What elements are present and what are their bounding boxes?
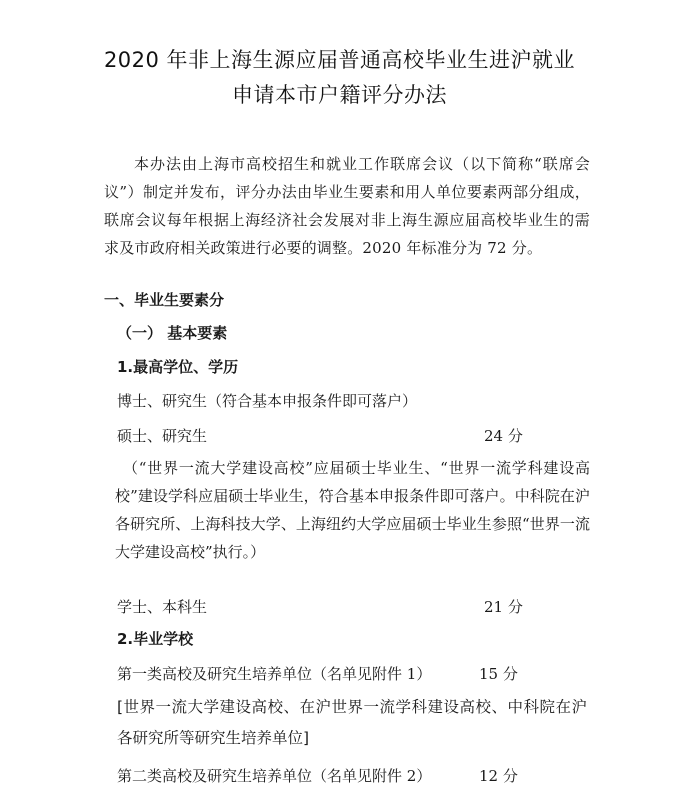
class2-label: 第二类高校及研究生培养单位（名单见附件 2） (117, 767, 432, 785)
item-heading-school: 2.毕业学校 (117, 630, 194, 648)
subsection-heading-basic-factors: （一） 基本要素 (117, 324, 228, 342)
document-title-line-2: 申请本市户籍评分办法 (232, 83, 447, 107)
bachelor-label: 学士、本科生 (117, 598, 208, 616)
section-heading-graduate-factors: 一、毕业生要素分 (104, 291, 225, 309)
document-title-line-1: 2020 年非上海生源应届普通高校毕业生进沪就业 (103, 48, 576, 72)
class1-note: [世界一流大学建设高校、在沪世界一流学科建设高校、中科院在沪各研究所等研究生培养单位] (117, 698, 587, 747)
intro-paragraph: 本办法由上海市高校招生和就业工作联席会议（以下简称“联席会议”）制定并发布，评分办法由毕业生要素和用人单位要素两部分组成，联席会议每年根据上海经济社会发展对非上海生源应届高校毕业生的需求及市政府相关政策进行必要的调整。2020 年标准分为 72 分。 (104, 155, 590, 257)
doctor-line: 博士、研究生（符合基本申报条件即可落户） (117, 392, 418, 410)
class2-score: 12 分 (479, 767, 518, 785)
master-label: 硕士、研究生 (117, 427, 208, 445)
master-note: （“世界一流大学建设高校”应届硕士毕业生、“世界一流学科建设高校”建设学科应届硕士毕业生，符合基本申报条件即可落户。中科院在沪各研究所、上海科技大学、上海纽约大学应届硕士毕业生参照“世界一流大学建设高校”执行。） (115, 459, 590, 561)
class1-score: 15 分 (479, 665, 518, 683)
item-heading-degree: 1.最高学位、学历 (117, 358, 239, 376)
class1-label: 第一类高校及研究生培养单位（名单见附件 1） (117, 665, 432, 683)
master-score: 24 分 (484, 427, 523, 445)
bachelor-score: 21 分 (484, 598, 523, 616)
